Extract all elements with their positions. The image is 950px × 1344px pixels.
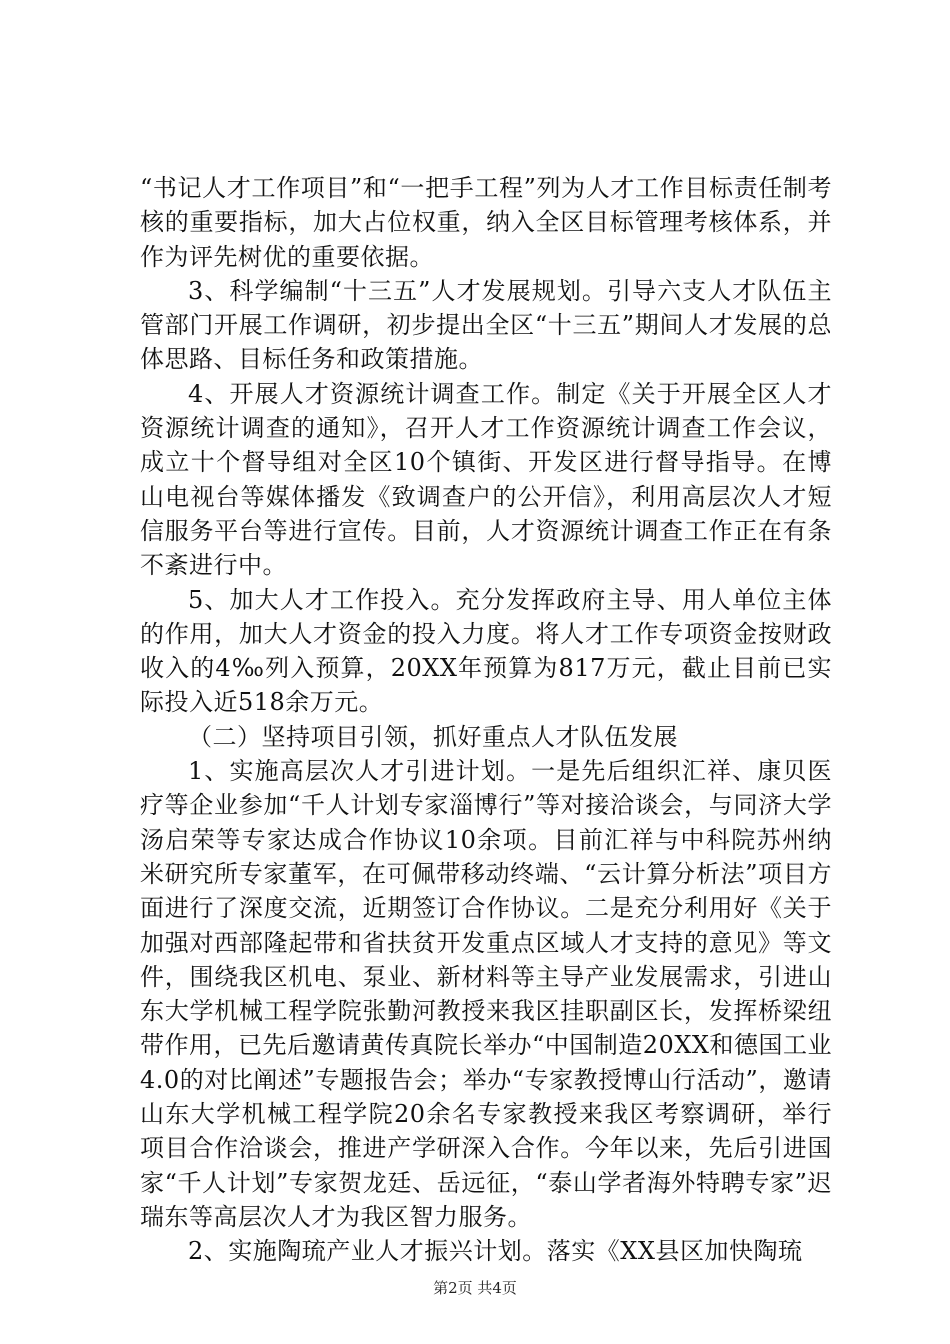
paragraph-5: 1、实施高层次人才引进计划。一是先后组织汇祥、康贝医疗等企业参加“千人计划专家淄博行”等对接洽谈会，与同济大学汤启荣等专家达成合作协议10余项。目前汇祥与中科院苏州纳米研究所专家董军，在可佩带移动终端、“云计算分析法”项目方面进行了深度交流，近期签订合作协议。二是充分利用好《关于加强对西部隆起带和省扶贫开发重点区域人才支持的意见》等文件，围绕我区机电、泵业、新材料等主导产业发展需求，引进山东大学机械工程学院张勤河教授来我区挂职副区长，发挥桥梁纽带作用，已先后邀请黄传真院长举办“中国制造20XX和德国工业4.0的对比阐述”专题报告会；举办“专家教授博山行活动”，邀请山东大学机械工程学院20余名专家教授来我区考察调研，举行项目合作洽谈会，推进产学研深入合作。今年以来，先后引进国家“千人计划”专家贺龙廷、岳远征，“泰山学者海外特聘专家”迟瑞东等高层次人才为我区智力服务。 <box>140 757 832 1231</box>
paragraph-4: 5、加大人才工作投入。充分发挥政府主导、用人单位主体的作用，加大人才资金的投入力度。将人才工作专项资金按财政收入的4‰列入预算，20XX年预算为817万元，截止目前已实际投入近518余万元。 <box>140 585 832 717</box>
paragraph-3: 4、开展人才资源统计调查工作。制定《关于开展全区人才资源统计调查的通知》，召开人才工作资源统计调查工作会议，成立十个督导组对全区10个镇街、开发区进行督导指导。在博山电视台等媒体播发《致调查户的公开信》，利用高层次人才短信服务平台等进行宣传。目前，人才资源统计调查工作正在有条不紊进行中。 <box>140 379 832 580</box>
section-heading: （二）坚持项目引领，抓好重点人才队伍发展 <box>188 722 678 751</box>
paragraph-1: “书记人才工作项目”和“一把手工程”列为人才工作目标责任制考核的重要指标，加大占位权重，纳入全区目标管理考核体系，并作为评先树优的重要依据。 <box>140 174 832 271</box>
page-footer: 第2页 共4页 <box>433 1279 517 1297</box>
paragraph-2: 3、科学编制“十三五”人才发展规划。引导六支人才队伍主管部门开展工作调研，初步提出全区“十三五”期间人才发展的总体思路、目标任务和政策措施。 <box>140 276 832 374</box>
paragraph-6: 2、实施陶琉产业人才振兴计划。落实《XX县区加快陶琉 <box>188 1237 803 1266</box>
document-body <box>140 171 832 1269</box>
